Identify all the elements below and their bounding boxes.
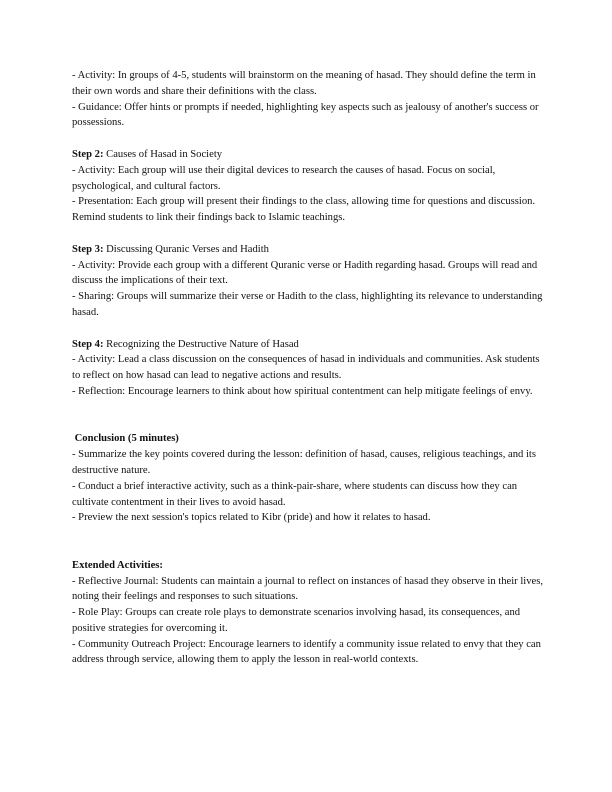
step2-heading	[72, 147, 544, 163]
step4-heading	[72, 337, 544, 353]
step4-title: Recognizing the Destructive Nature of Hasad	[103, 338, 299, 350]
step2-activity: - Activity: Each group will use their digital devices to research the causes of hasad. Focus on social, psychological, and cultural factors.	[72, 164, 498, 192]
extended-roleplay: - Role Play: Groups can create role plays to demonstrate scenarios involving hasad, its consequences, and positive strategies for overcoming it.	[72, 607, 523, 634]
step4-reflection: - Reflection: Encourage learners to think about how spiritual contentment can help mitigate feelings of envy.	[72, 385, 533, 397]
spacer	[72, 131, 544, 147]
spacer	[72, 526, 544, 558]
spacer	[72, 400, 544, 432]
step2-title: Causes of Hasad in Society	[103, 148, 223, 160]
intro-guidance: - Guidance: Offer hints or prompts if needed, highlighting key aspects such as jealousy of another's success or possessions.	[72, 101, 542, 129]
step4-label: Step 4:	[72, 338, 104, 350]
step4-section	[72, 337, 544, 400]
conclusion-section	[72, 431, 544, 526]
spacer	[72, 226, 544, 242]
document-page	[72, 68, 544, 668]
intro-activity: - Activity: In groups of 4-5, students will brainstorm on the meaning of hasad. They should define the term in their own words and share their definitions with the class.	[72, 70, 539, 97]
extended-section	[72, 558, 544, 669]
conclusion-activity: - Conduct a brief interactive activity, such as a think-pair-share, where students can discuss how they can cultivate contentment in their lives to avoid hasad.	[72, 480, 520, 508]
step3-heading	[72, 242, 544, 258]
step3-activity: - Activity: Provide each group with a different Quranic verse or Hadith regarding hasad. Groups will read and discuss the implications of their text.	[72, 259, 540, 287]
extended-outreach: - Community Outreach Project: Encourage learners to identify a community issue related to envy that they can address through service, allowing them to apply the lesson in real-world contexts.	[72, 638, 544, 666]
step3-title: Discussing Quranic Verses and Hadith	[103, 243, 269, 255]
intro-section	[72, 68, 544, 131]
step4-activity: - Activity: Lead a class discussion on the consequences of hasad in individuals and communities. Ask students to reflect on how hasad can lead to negative actions and results.	[72, 354, 543, 382]
step2-presentation: - Presentation: Each group will present their findings to the class, allowing time for questions and discussion. Remind students to link their findings back to Islamic teachings.	[72, 196, 538, 224]
conclusion-preview: - Preview the next session's topics related to Kibr (pride) and how it relates to hasad.	[72, 512, 431, 524]
step2-label: Step 2:	[72, 148, 104, 160]
step3-sharing: - Sharing: Groups will summarize their verse or Hadith to the class, highlighting its relevance to understanding hasad.	[72, 291, 546, 318]
spacer	[72, 321, 544, 337]
conclusion-heading: Conclusion (5 minutes)	[72, 433, 179, 445]
step3-section	[72, 242, 544, 321]
step2-section	[72, 147, 544, 226]
extended-journal: - Reflective Journal: Students can maintain a journal to reflect on instances of hasad they observe in their lives, noting their feelings and responses to such situations.	[72, 575, 546, 603]
step3-label: Step 3:	[72, 243, 104, 255]
conclusion-summary: - Summarize the key points covered during the lesson: definition of hasad, causes, religious teachings, and its destructive nature.	[72, 449, 539, 476]
extended-heading: Extended Activities:	[72, 559, 163, 571]
